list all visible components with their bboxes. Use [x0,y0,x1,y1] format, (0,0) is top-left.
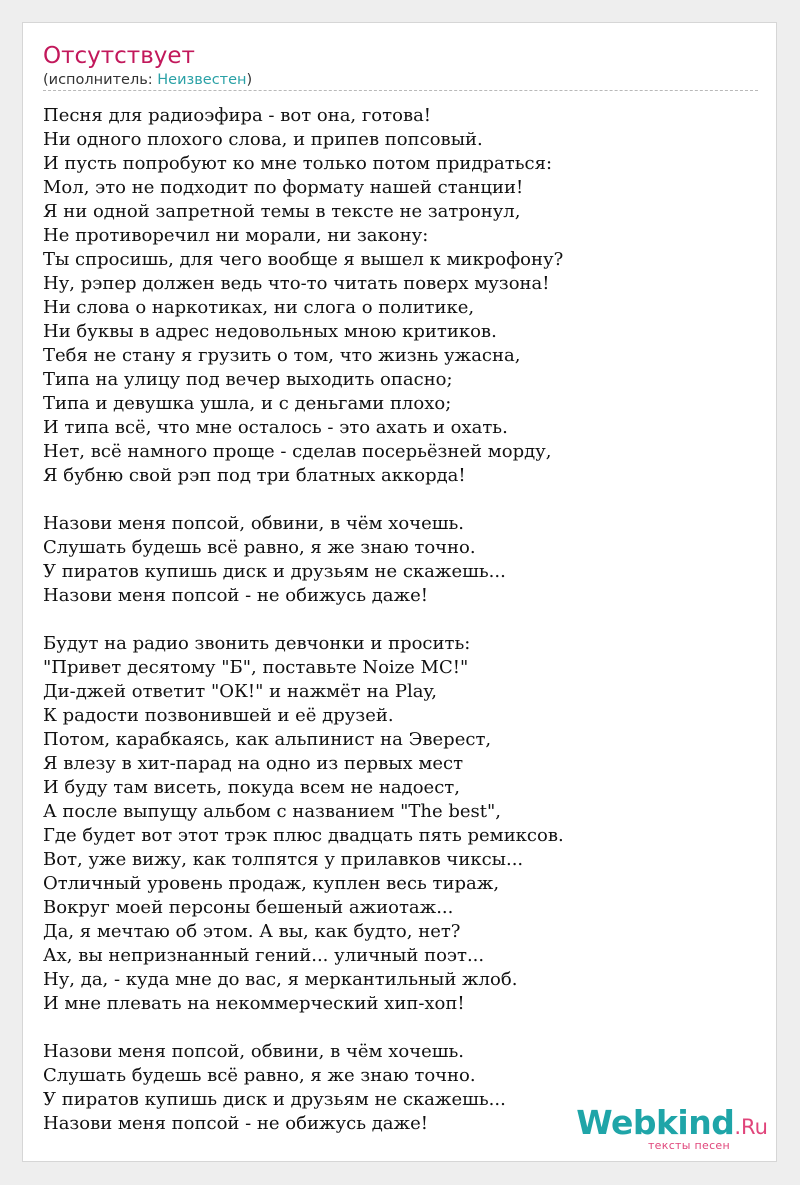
lyric-line: Ди-джей ответит "ОК!" и нажмёт на Play, [43,681,438,702]
lyric-line: И типа всё, что мне осталось - это ахать и охать. [43,417,508,438]
lyric-line: Не противоречил ни морали, ни закону: [43,225,429,246]
lyric-line: Я влезу в хит-парад на одно из первых мест [43,753,464,774]
lyric-line: И пусть попробуют ко мне только потом придраться: [43,153,553,174]
lyrics-stanza [43,512,758,608]
lyric-line: Назови меня попсой - не обижусь даже! [43,1113,428,1134]
lyric-line: И мне плевать на некоммерческий хип-хоп! [43,993,465,1014]
lyric-line: Где будет вот этот трэк плюс двадцать пять ремиксов. [43,825,564,846]
song-title: Отсутствует [43,43,195,69]
lyric-line: Типа на улицу под вечер выходить опасно; [43,369,453,390]
lyric-line: Ты спросишь, для чего вообще я вышел к микрофону? [43,249,564,270]
lyrics-card [22,22,777,1162]
lyrics-stanza [43,104,758,488]
lyric-line: Нет, всё намного проще - сделав посерьёзней морду, [43,441,552,462]
lyrics-body [43,104,758,1136]
lyric-line: Я бубню свой рэп под три блатных аккорда! [43,465,466,486]
lyric-line: И буду там висеть, покуда всем не надоест, [43,777,460,798]
lyric-line: У пиратов купишь диск и друзьям не скажешь... [43,1089,506,1110]
lyric-line: Потом, карабкаясь, как альпинист на Эверест, [43,729,492,750]
lyric-line: Ах, вы непризнанный гений... уличный поэт... [43,945,485,966]
lyric-line: Ни слова о наркотиках, ни слога о политике, [43,297,475,318]
lyric-line: Назови меня попсой - не обижусь даже! [43,585,428,606]
lyric-line: Будут на радио звонить девчонки и просить: [43,633,471,654]
header-divider [43,90,758,91]
lyric-line: Ну, да, - куда мне до вас, я меркантильный жлоб. [43,969,518,990]
logo-brand: Webkind [576,1103,735,1142]
lyric-line: Тебя не стану я грузить о том, что жизнь ужасна, [43,345,521,366]
lyric-line: Вокруг моей персоны бешеный ажиотаж... [43,897,454,918]
lyric-line: Да, я мечтаю об этом. А вы, как будто, нет? [43,921,461,942]
artist-line [43,70,252,90]
lyrics-stanza [43,632,758,1016]
lyric-line: Песня для радиоэфира - вот она, готова! [43,105,432,126]
lyric-line: Ни буквы в адрес недовольных мною критиков. [43,321,497,342]
site-logo [568,1105,768,1153]
logo-tagline: тексты песен [647,1139,730,1152]
lyric-line: Типа и девушка ушла, и с деньгами плохо; [43,393,452,414]
artist-suffix: ) [246,72,253,88]
lyric-line: Слушать будешь всё равно, я же знаю точно. [43,1065,476,1086]
lyric-line: У пиратов купишь диск и друзьям не скажешь... [43,561,506,582]
lyric-line: Слушать будешь всё равно, я же знаю точно. [43,537,476,558]
lyric-line: Ни одного плохого слова, и припев попсовый. [43,129,483,150]
lyric-line: Вот, уже вижу, как толпятся у прилавков чиксы... [43,849,524,870]
lyric-line: Отличный уровень продаж, куплен весь тираж, [43,873,500,894]
artist-prefix: (исполнитель: [43,72,158,88]
lyric-line: А после выпущу альбом с названием "The best", [43,801,502,822]
lyric-line: Ну, рэпер должен ведь что-то читать поверх музона! [43,273,550,294]
lyric-line: "Привет десятому "Б", поставьте Noize MC!" [43,657,469,678]
lyric-line: Я ни одной запретной темы в тексте не затронул, [43,201,521,222]
logo-tld: .Ru [734,1115,768,1139]
lyric-line: Назови меня попсой, обвини, в чём хочешь. [43,513,465,534]
lyric-line: Мол, это не подходит по формату нашей станции! [43,177,524,198]
artist-link[interactable]: Неизвестен [157,72,247,88]
lyric-line: Назови меня попсой, обвини, в чём хочешь. [43,1041,465,1062]
lyric-line: К радости позвонившей и её друзей. [43,705,394,726]
